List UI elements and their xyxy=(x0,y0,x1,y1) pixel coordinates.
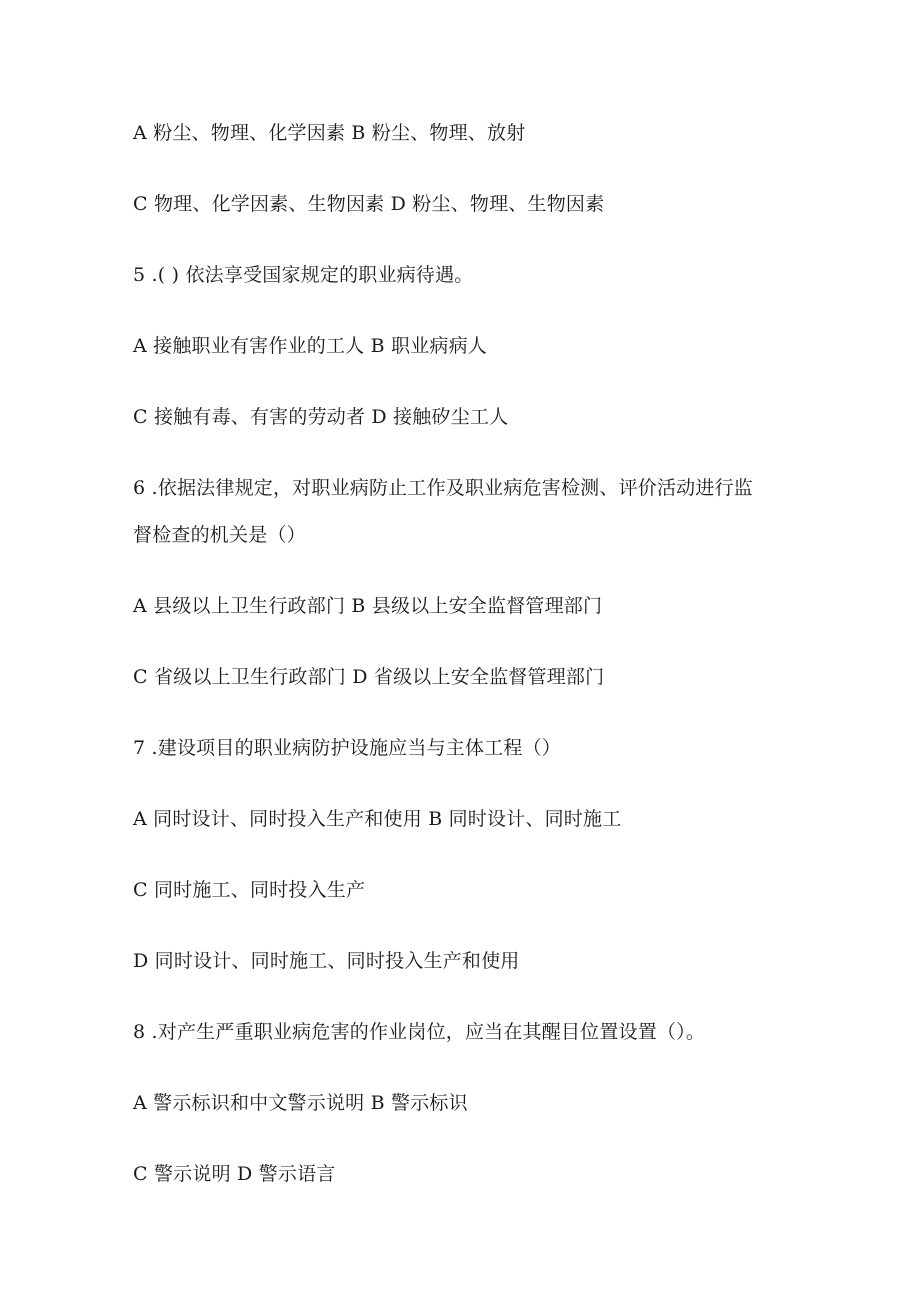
q7-question: 7 .建设项目的职业病防护设施应当与主体工程（） xyxy=(133,737,561,759)
q7-option-d: D 同时设计、同时施工、同时投入生产和使用 xyxy=(133,950,520,972)
q7-option-c: C 同时施工、同时投入生产 xyxy=(133,879,366,901)
q5-options-cd: C 接触有毒、有害的劳动者 D 接触矽尘工人 xyxy=(133,406,509,428)
q5-question: 5 .( ) 依法享受国家规定的职业病待遇。 xyxy=(133,264,474,286)
q6-question-line1: 6 .依据法律规定，对职业病防止工作及职业病危害检测、评价活动进行监 xyxy=(133,477,753,499)
q5-options-ab: A 接触职业有害作业的工人 B 职业病病人 xyxy=(133,335,488,357)
q7-options-ab: A 同时设计、同时投入生产和使用 B 同时设计、同时施工 xyxy=(133,808,622,830)
q4-options-cd: C 物理、化学因素、生物因素 D 粉尘、物理、生物因素 xyxy=(133,193,605,215)
q6-options-ab: A 县级以上卫生行政部门 B 县级以上安全监督管理部门 xyxy=(133,595,603,617)
q8-options-ab: A 警示标识和中文警示说明 B 警示标识 xyxy=(133,1092,468,1114)
q8-options-cd: C 警示说明 D 警示语言 xyxy=(133,1163,336,1185)
q6-question-line2: 督检查的机关是（） xyxy=(133,524,306,546)
q6-options-cd: C 省级以上卫生行政部门 D 省级以上安全监督管理部门 xyxy=(133,666,605,688)
q8-question: 8 .对产生严重职业病危害的作业岗位，应当在其醒目位置设置（）。 xyxy=(133,1021,706,1043)
q4-options-ab: A 粉尘、物理、化学因素 B 粉尘、物理、放射 xyxy=(133,122,526,144)
